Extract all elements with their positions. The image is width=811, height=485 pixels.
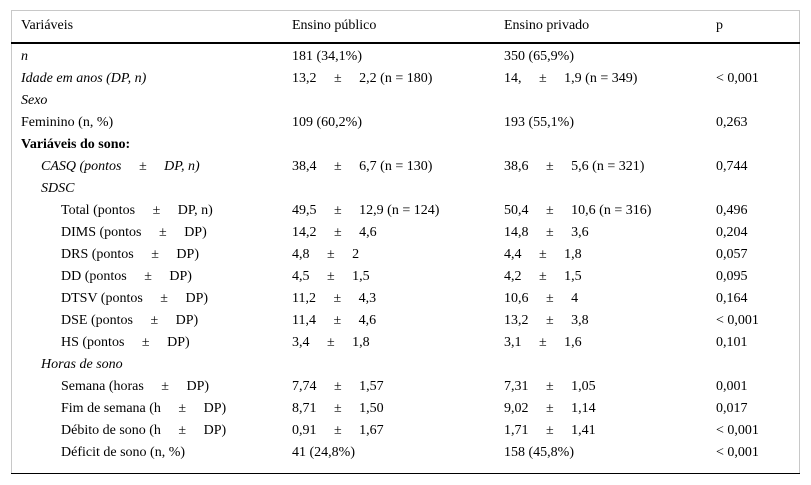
cell-p: 0,496	[716, 203, 748, 218]
row-label: SDSC	[41, 181, 75, 196]
row-label: DD (pontos ± DP)	[61, 269, 192, 284]
table-row	[11, 244, 800, 266]
cell-public: 41 (24,8%)	[292, 445, 355, 460]
row-label: n	[21, 49, 28, 64]
cell-private: 3,1 ± 1,6	[504, 335, 582, 350]
header-variaveis: Variáveis	[11, 10, 292, 43]
cell-p: 0,017	[716, 401, 748, 416]
header-p: p	[716, 10, 800, 43]
cell-p: 0,101	[716, 335, 748, 350]
row-label: CASQ (pontos ± DP, n)	[41, 159, 200, 174]
cell-public: 38,4 ± 6,7 (n = 130)	[292, 159, 433, 174]
cell-p	[716, 90, 800, 112]
table-row	[11, 222, 800, 244]
cell-p	[716, 178, 800, 200]
table-row	[11, 112, 800, 134]
table-row	[11, 288, 800, 310]
section-label: Variáveis do sono:	[21, 137, 131, 152]
cell-public: 7,74 ± 1,57	[292, 379, 384, 394]
table-row	[11, 178, 800, 200]
cell-public	[292, 90, 504, 112]
cell-p: 0,001	[716, 379, 748, 394]
header-ensino-publico: Ensino público	[292, 10, 504, 43]
cell-p	[716, 43, 800, 68]
cell-p: 0,095	[716, 269, 748, 284]
row-label: DRS (pontos ± DP)	[61, 247, 199, 262]
cell-private: 14, ± 1,9 (n = 349)	[504, 71, 638, 86]
data-table	[11, 10, 800, 470]
row-label: Horas de sono	[41, 357, 123, 372]
table-row	[11, 134, 800, 156]
cell-public	[292, 354, 504, 376]
cell-private: 158 (45,8%)	[504, 445, 574, 460]
cell-public: 14,2 ± 4,6	[292, 225, 377, 240]
cell-public: 4,5 ± 1,5	[292, 269, 370, 284]
cell-public: 3,4 ± 1,8	[292, 335, 370, 350]
row-label: Débito de sono (h ± DP)	[61, 423, 227, 438]
cell-p	[716, 134, 800, 156]
cell-p: 0,204	[716, 225, 748, 240]
cell-p: 0,744	[716, 159, 748, 174]
row-label: Idade em anos (DP, n)	[21, 71, 147, 86]
cell-public	[292, 134, 504, 156]
cell-private: 1,71 ± 1,41	[504, 423, 596, 438]
bottom-rule	[11, 473, 800, 474]
cell-private	[504, 354, 716, 376]
cell-p: 0,164	[716, 291, 748, 306]
cell-private: 14,8 ± 3,6	[504, 225, 589, 240]
table-row	[11, 354, 800, 376]
cell-p	[716, 354, 800, 376]
cell-private: 4,4 ± 1,8	[504, 247, 582, 262]
table-row	[11, 43, 800, 68]
row-label: Déficit de sono (n, %)	[61, 445, 186, 460]
cell-public: 11,2 ± 4,3	[292, 291, 377, 306]
cell-private: 350 (65,9%)	[504, 49, 574, 64]
cell-p: < 0,001	[716, 423, 759, 438]
cell-public: 13,2 ± 2,2 (n = 180)	[292, 71, 433, 86]
cell-private: 7,31 ± 1,05	[504, 379, 596, 394]
row-label: Semana (horas ± DP)	[61, 379, 210, 394]
cell-private	[504, 134, 716, 156]
table-row	[11, 376, 800, 398]
table-row	[11, 68, 800, 90]
cell-p: < 0,001	[716, 313, 759, 328]
row-label: DIMS (pontos ± DP)	[61, 225, 207, 240]
cell-public: 181 (34,1%)	[292, 49, 362, 64]
cell-public: 0,91 ± 1,67	[292, 423, 384, 438]
cell-public: 109 (60,2%)	[292, 115, 362, 130]
row-label: DSE (pontos ± DP)	[61, 313, 199, 328]
cell-public: 8,71 ± 1,50	[292, 401, 384, 416]
row-label: Sexo	[21, 93, 48, 108]
table-row	[11, 332, 800, 354]
table-row	[11, 398, 800, 420]
row-label: DTSV (pontos ± DP)	[61, 291, 209, 306]
table-row	[11, 442, 800, 470]
cell-private: 13,2 ± 3,8	[504, 313, 589, 328]
cell-p: < 0,001	[716, 71, 759, 86]
cell-public: 49,5 ± 12,9 (n = 124)	[292, 203, 440, 218]
cell-private: 38,6 ± 5,6 (n = 321)	[504, 159, 645, 174]
cell-private	[504, 178, 716, 200]
cell-private: 193 (55,1%)	[504, 115, 574, 130]
table-row	[11, 420, 800, 442]
cell-p: 0,057	[716, 247, 748, 262]
cell-private: 4,2 ± 1,5	[504, 269, 582, 284]
cell-private	[504, 90, 716, 112]
row-label: HS (pontos ± DP)	[61, 335, 190, 350]
table-row	[11, 266, 800, 288]
cell-public: 4,8 ± 2	[292, 247, 360, 262]
cell-private: 9,02 ± 1,14	[504, 401, 596, 416]
cell-p: 0,263	[716, 115, 748, 130]
row-label: Fim de semana (h ± DP)	[61, 401, 227, 416]
table-row	[11, 156, 800, 178]
cell-p: < 0,001	[716, 445, 759, 460]
cell-public	[292, 178, 504, 200]
table-row	[11, 200, 800, 222]
cell-public: 11,4 ± 4,6	[292, 313, 377, 328]
table-row	[11, 310, 800, 332]
row-label: Feminino (n, %)	[21, 115, 114, 130]
header-ensino-privado: Ensino privado	[504, 10, 716, 43]
table-row	[11, 90, 800, 112]
cell-private: 10,6 ± 4	[504, 291, 579, 306]
header-row	[11, 10, 800, 43]
cell-private: 50,4 ± 10,6 (n = 316)	[504, 203, 652, 218]
row-label: Total (pontos ± DP, n)	[61, 203, 213, 218]
